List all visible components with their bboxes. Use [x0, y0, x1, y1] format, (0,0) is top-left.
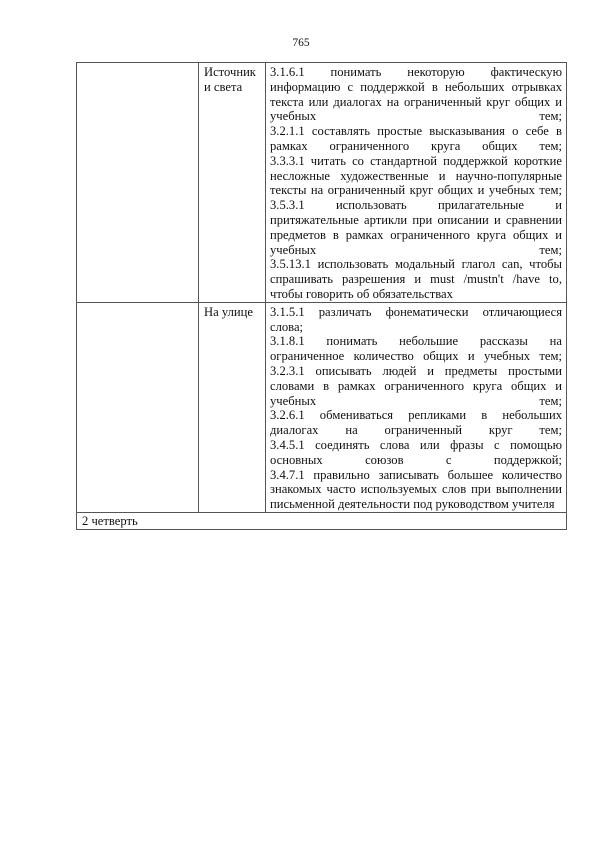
- table-row: [77, 512, 567, 529]
- learning-objective: 3.1.5.1 различать фонематически отличающиеся слова;: [270, 304, 562, 334]
- learning-objective: 3.4.5.1 соединять слова или фразы с помощью основных союзов с поддержкой;: [270, 437, 562, 467]
- learning-objective: 3.5.3.1 использовать прилагательные и притяжательные артикли при описании и сравнении предметов в рамках ограниченного круга общих и учебных тем;: [270, 198, 562, 257]
- learning-objective: 3.3.3.1 читать со стандартной поддержкой короткие несложные художественные и научно-популярные тексты на ограниченный круг общих и учебных тем;: [270, 153, 562, 198]
- learning-objective: 3.5.13.1 использовать модальный глагол can, чтобы спрашивать разрешения и must /mustn't /have to, чтобы говорить об обязательствах: [270, 257, 562, 301]
- learning-objective: 3.2.1.1 составлять простые высказывания о себе в рамках ограниченного круга общих тем;: [270, 124, 562, 153]
- curriculum-table: [76, 62, 567, 530]
- learning-objective: 3.1.6.1 понимать некоторую фактическую информацию с поддержкой в небольших отрывках текста или диалогах на ограниченный круг общих и учебных тем;: [270, 65, 562, 124]
- objectives-cell: [266, 63, 567, 303]
- learning-objective: 3.4.7.1 правильно записывать большее количество знакомых часто используемых слов при выполнении письменной деятельности под руководством учителя: [270, 467, 562, 512]
- table-row: [77, 63, 567, 303]
- section-cell: [77, 302, 199, 512]
- table-row: [77, 302, 567, 512]
- section-cell: [77, 63, 199, 303]
- learning-objective: 3.2.6.1 обмениваться репликами в небольших диалогах на ограниченный круг тем;: [270, 408, 562, 438]
- objectives-cell: [266, 302, 567, 512]
- learning-objective: 3.1.8.1 понимать небольшие рассказы на ограниченное количество общих и учебных тем;: [270, 334, 562, 364]
- learning-objective: 3.2.3.1 описывать людей и предметы простыми словами в рамках ограниченного круга общих и учебных тем;: [270, 363, 562, 408]
- topic-cell: На улице: [199, 302, 266, 512]
- quarter-label: 2 четверть: [77, 512, 567, 529]
- page-number: 765: [292, 37, 310, 49]
- topic-cell: Источник и света: [199, 63, 266, 303]
